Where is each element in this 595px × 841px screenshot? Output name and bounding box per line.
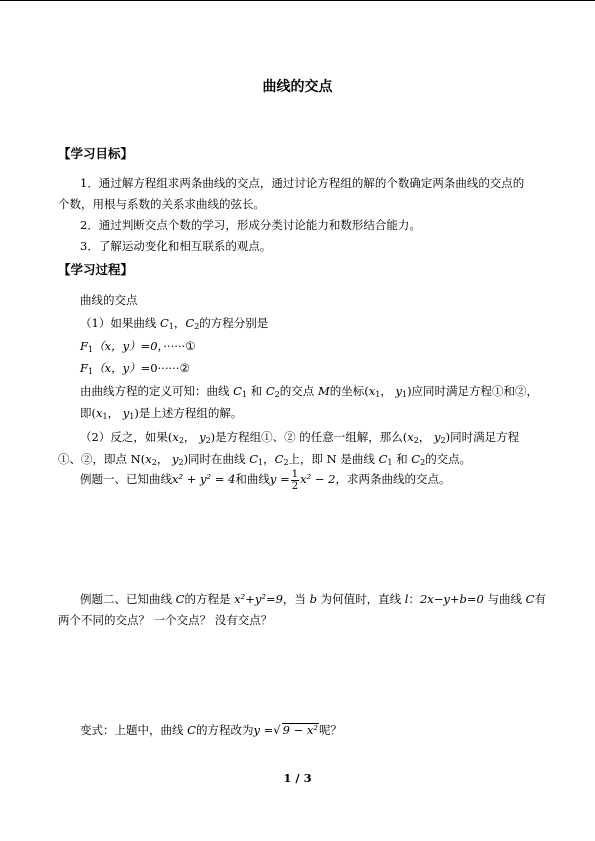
top-border	[0, 0, 595, 1]
fraction-one-half: $\frac{1}{2}$	[291, 468, 299, 492]
goal-3: 3．了解运动变化和相互联系的观点。	[80, 239, 272, 253]
equation-2: $F_1(x$，y）=0······②	[80, 361, 190, 376]
process-line-5: 由曲线方程的定义可知：曲线 $C_1$ 和 $C_2$的交点 M的坐标($x_1$， $y_1$)应同时满足方程①和②，	[80, 384, 539, 399]
equation-1: $F_1(x$，y）=0，······①	[80, 339, 196, 354]
goal-2: 2．通过判断交点个数的学习，形成分类讨论能力和数形结合能力。	[80, 218, 421, 232]
process-line-1: 曲线的交点	[80, 293, 138, 307]
example-2-line-2: 两个不同的交点？ 一个交点？ 没有交点？	[58, 613, 273, 627]
example-1: 例题一、已知曲线x² + y² = 4和曲线y = $\frac{1}{2}$ x² − 2，求两条曲线的交点。	[80, 468, 451, 492]
goal-1a: 1．通过解方程组求两条曲线的交点，通过讨论方程组的解的个数确定两条曲线的交点的	[80, 176, 525, 190]
page-number: 1 / 3	[283, 771, 312, 785]
process-line-2: （1）如果曲线 $C_1$，$C_2$的方程分别是	[80, 316, 269, 331]
goal-1b: 个数，用根与系数的关系求曲线的弦长。	[58, 197, 265, 211]
process-line-8: ①、②，即点 $N(x_2$， $y_2$)同时在曲线 $C_1$，$C_2$上，即 N 是曲线 $C_1$ 和 $C_2$的交点。	[58, 452, 472, 467]
page-title: 曲线的交点	[262, 79, 333, 95]
process-line-6: 即($x_1$， $y_1$)是上述方程组的解。	[80, 406, 243, 421]
process-heading: 【学习过程】	[58, 262, 134, 277]
example-2-line-1: 例题二、已知曲线 C的方程是 x²+y²=9，当 b 为何值时，直线 l：2x−y+b=0 与曲线 C有	[80, 592, 546, 606]
process-line-7: （2）反之，如果($x_2$， $y_2$)是方程组①、② 的任意一组解，那么($x_2$， $y_2$)同时满足方程	[80, 430, 520, 445]
variant-question: 变式：上题中，曲线 C的方程改为y =√ 9 − x²呢？	[80, 723, 342, 737]
goals-heading: 【学习目标】	[58, 146, 134, 161]
